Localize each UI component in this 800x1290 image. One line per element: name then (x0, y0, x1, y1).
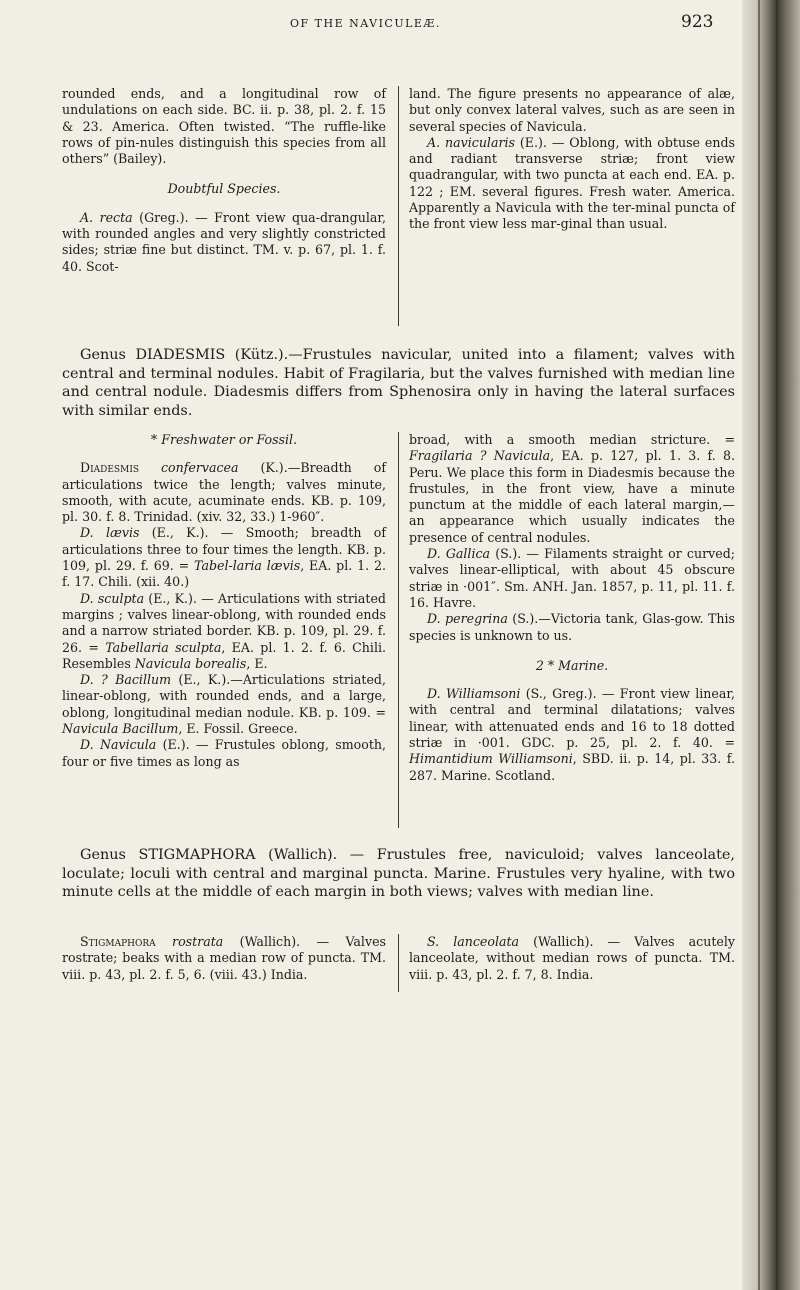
species-description: (E., K.). — Smooth; breadth of articulations three to four times the length. KB. p. 109, pl. 29. f. 69. = (62, 525, 386, 574)
paragraph: rounded ends, and a longitudinal row of undulations on each side. BC. ii. p. 38, pl. 2. f. 15 & 23. America. Often twisted. “The ruffle-like rows of pin-nules distinguish this species from all others” (Bailey). (62, 86, 386, 167)
synonym: Tabel-laria lævis (194, 558, 301, 574)
genus-name: Stigmaphora (80, 934, 156, 949)
species-description: , E. Fossil. Greece. (178, 721, 298, 737)
species-description: (Greg.). — Front view qua-drangular, with rounded angles and very slightly constricted sides; striæ fine but distinct. TM. v. p. 67, pl. 1. f. 40. Scot- (62, 209, 386, 274)
mid-left-column (62, 432, 386, 770)
genus-diadesmis-description (62, 346, 735, 420)
species-entry-confervacea (62, 460, 386, 525)
species-name: A. recta (80, 209, 133, 225)
text-run: , EA. p. 127, pl. 1. 3. f. 8. Peru. We place this form in Diadesmis because the frustules, in the front view, have a minute punctum at the middle of each lateral margin,— an appearance which usually indicates the presence of central nodules. (409, 448, 736, 545)
species-entry-gallica (409, 546, 735, 611)
species-description: (K.).—Breadth of articulations twice the length; valves minute, smooth, with acute, acuminate ends. KB. p. 109, pl. 30. f. 8. Trinidad. (xiv. 32, 33.) 1-960″. (62, 460, 386, 525)
species-entry-bacillum (62, 672, 386, 737)
species-entry-recta (62, 210, 386, 275)
binding-fold-line (776, 0, 778, 1290)
species-name: D. Gallica (427, 546, 491, 562)
species-entry-navicularis (409, 135, 735, 233)
species-name: confervacea (161, 460, 239, 476)
species-name: A. navicularis (427, 134, 515, 150)
species-name: rostrata (172, 934, 224, 949)
species-description: (E., K.).—Articulations striated, linear-oblong, with rounded ends, and a large, oblong, longitudinal median nodule. KB. p. 109. = (62, 672, 386, 720)
binding-fold-line (758, 0, 760, 1290)
species-description: (S., Greg.). — Front view linear, with central and terminal dilatations; valves linear, with attenuated ends and 16 to 18 dotted striæ in ·001. GDC. p. 25, pl. 2. f. 40. = (409, 686, 735, 751)
paragraph (409, 432, 735, 546)
section-subheading: 2 * Marine. (535, 657, 609, 673)
bottom-right-column (409, 934, 735, 983)
reference-species: Navicula borealis (134, 655, 247, 671)
species-description: , EA. pl. 1. 2. f. 17. Chili. (xii. 40.) (62, 558, 386, 590)
species-entry-sculpta (62, 591, 386, 672)
species-name: S. lanceolata (427, 934, 520, 949)
genus-name: Diadesmis (80, 460, 140, 476)
species-entry-peregrina (409, 611, 735, 644)
species-name: D. Navicula (80, 737, 157, 753)
species-description: (E.). — Oblong, with obtuse ends and radiant transverse striæ; front view quadrangular, with two puncta at each end. EA. p. 122 ; EM. several figures. Fresh water. America. Apparently a Navicula with the ter-minal puncta of the front view less mar-ginal than usual. (409, 134, 735, 232)
species-name: D. peregrina (427, 611, 508, 627)
paragraph: land. The figure presents no appearance of alæ, but only convex lateral valves, such as are seen in several species of Navicula. (409, 86, 735, 134)
species-description: (S.).—Victoria tank, Glas-gow. This species is unknown to us. (409, 611, 735, 643)
species-entry-williamsoni (409, 686, 735, 784)
species-name: D. lævis (80, 525, 140, 541)
species-description: (Wallich). — Valves acutely lanceolate, without median rows of puncta. TM. viii. p. 43, pl. 2. f. 7, 8. India. (409, 934, 735, 982)
synonym: Navicula Bacillum (62, 721, 179, 737)
genus-stigmaphora-description (62, 846, 735, 902)
page-number: 923 (681, 12, 714, 32)
species-description: (S.). — Filaments straight or curved; valves linear-elliptical, with about 45 obscure striæ in ·001″. Sm. ANH. Jan. 1857, p. 11, pl. 11. f. 16. Havre. (409, 546, 735, 610)
section-subheading: * Freshwater or Fossil. (150, 432, 298, 447)
species-description: , EA. pl. 1. 2. f. 6. Chili. Resembles (62, 639, 387, 671)
species-description: (E.). — Frustules oblong, smooth, four or five times as long as (62, 737, 386, 769)
column-divider (398, 86, 399, 326)
genus-text: Genus STIGMAPHORA (Wallich). — Frustules free, naviculoid; valves lanceolate, loculate; loculi with central and marginal puncta. Marine. Frustules very hyaline, with two minute cells at the middle of each margin in both views; valves with median line. (62, 847, 735, 901)
text-run: broad, with a smooth median stricture. = (409, 432, 735, 447)
section-subheading: Doubtful Species. (167, 181, 281, 197)
species-entry-rostrata (62, 934, 386, 983)
top-right-column (409, 86, 735, 233)
species-entry-laevis (62, 525, 386, 590)
species-name: D. sculpta (80, 590, 145, 606)
top-left-column (62, 86, 386, 275)
mid-right-column (409, 432, 735, 784)
synonym: Himantidium Williamsoni (409, 751, 573, 767)
species-entry-navicula (62, 737, 386, 770)
species-description: (E., K.). — Articulations with striated margins ; valves linear-oblong, with rounded ends and a narrow striated border. KB. p. 109, pl. 29. f. 26. = (62, 590, 386, 655)
species-name: D. Williamsoni (427, 686, 521, 702)
book-binding-edge (742, 0, 800, 1290)
genus-text: Genus DIADESMIS (Kütz.).—Frustules navicular, united into a filament; valves with central and terminal nodules. Habit of Fragilaria, but the valves furnished with median line and central nodule. Diadesmis differs from Sphenosira only in having the lateral surfaces with similar ends. (62, 347, 735, 419)
running-title: OF THE NAVICULEÆ. (290, 17, 441, 30)
synonym: Tabellaria sculpta (105, 639, 222, 655)
species-description: , E. (246, 655, 268, 671)
column-divider (398, 432, 399, 828)
column-divider (398, 934, 399, 992)
bottom-left-column (62, 934, 386, 983)
species-name: D. ? Bacillum (80, 672, 172, 688)
species-description: (Wallich). — Valves rostrate; beaks with a median row of puncta. TM. viii. p. 43, pl. 2. f. 5, 6. (viii. 43.) India. (62, 934, 386, 982)
synonym: Fragilaria ? Navicula (409, 448, 551, 464)
species-entry-lanceolata (409, 934, 735, 983)
species-description: , SBD. ii. p. 14, pl. 33. f. 287. Marine. Scotland. (409, 751, 735, 783)
